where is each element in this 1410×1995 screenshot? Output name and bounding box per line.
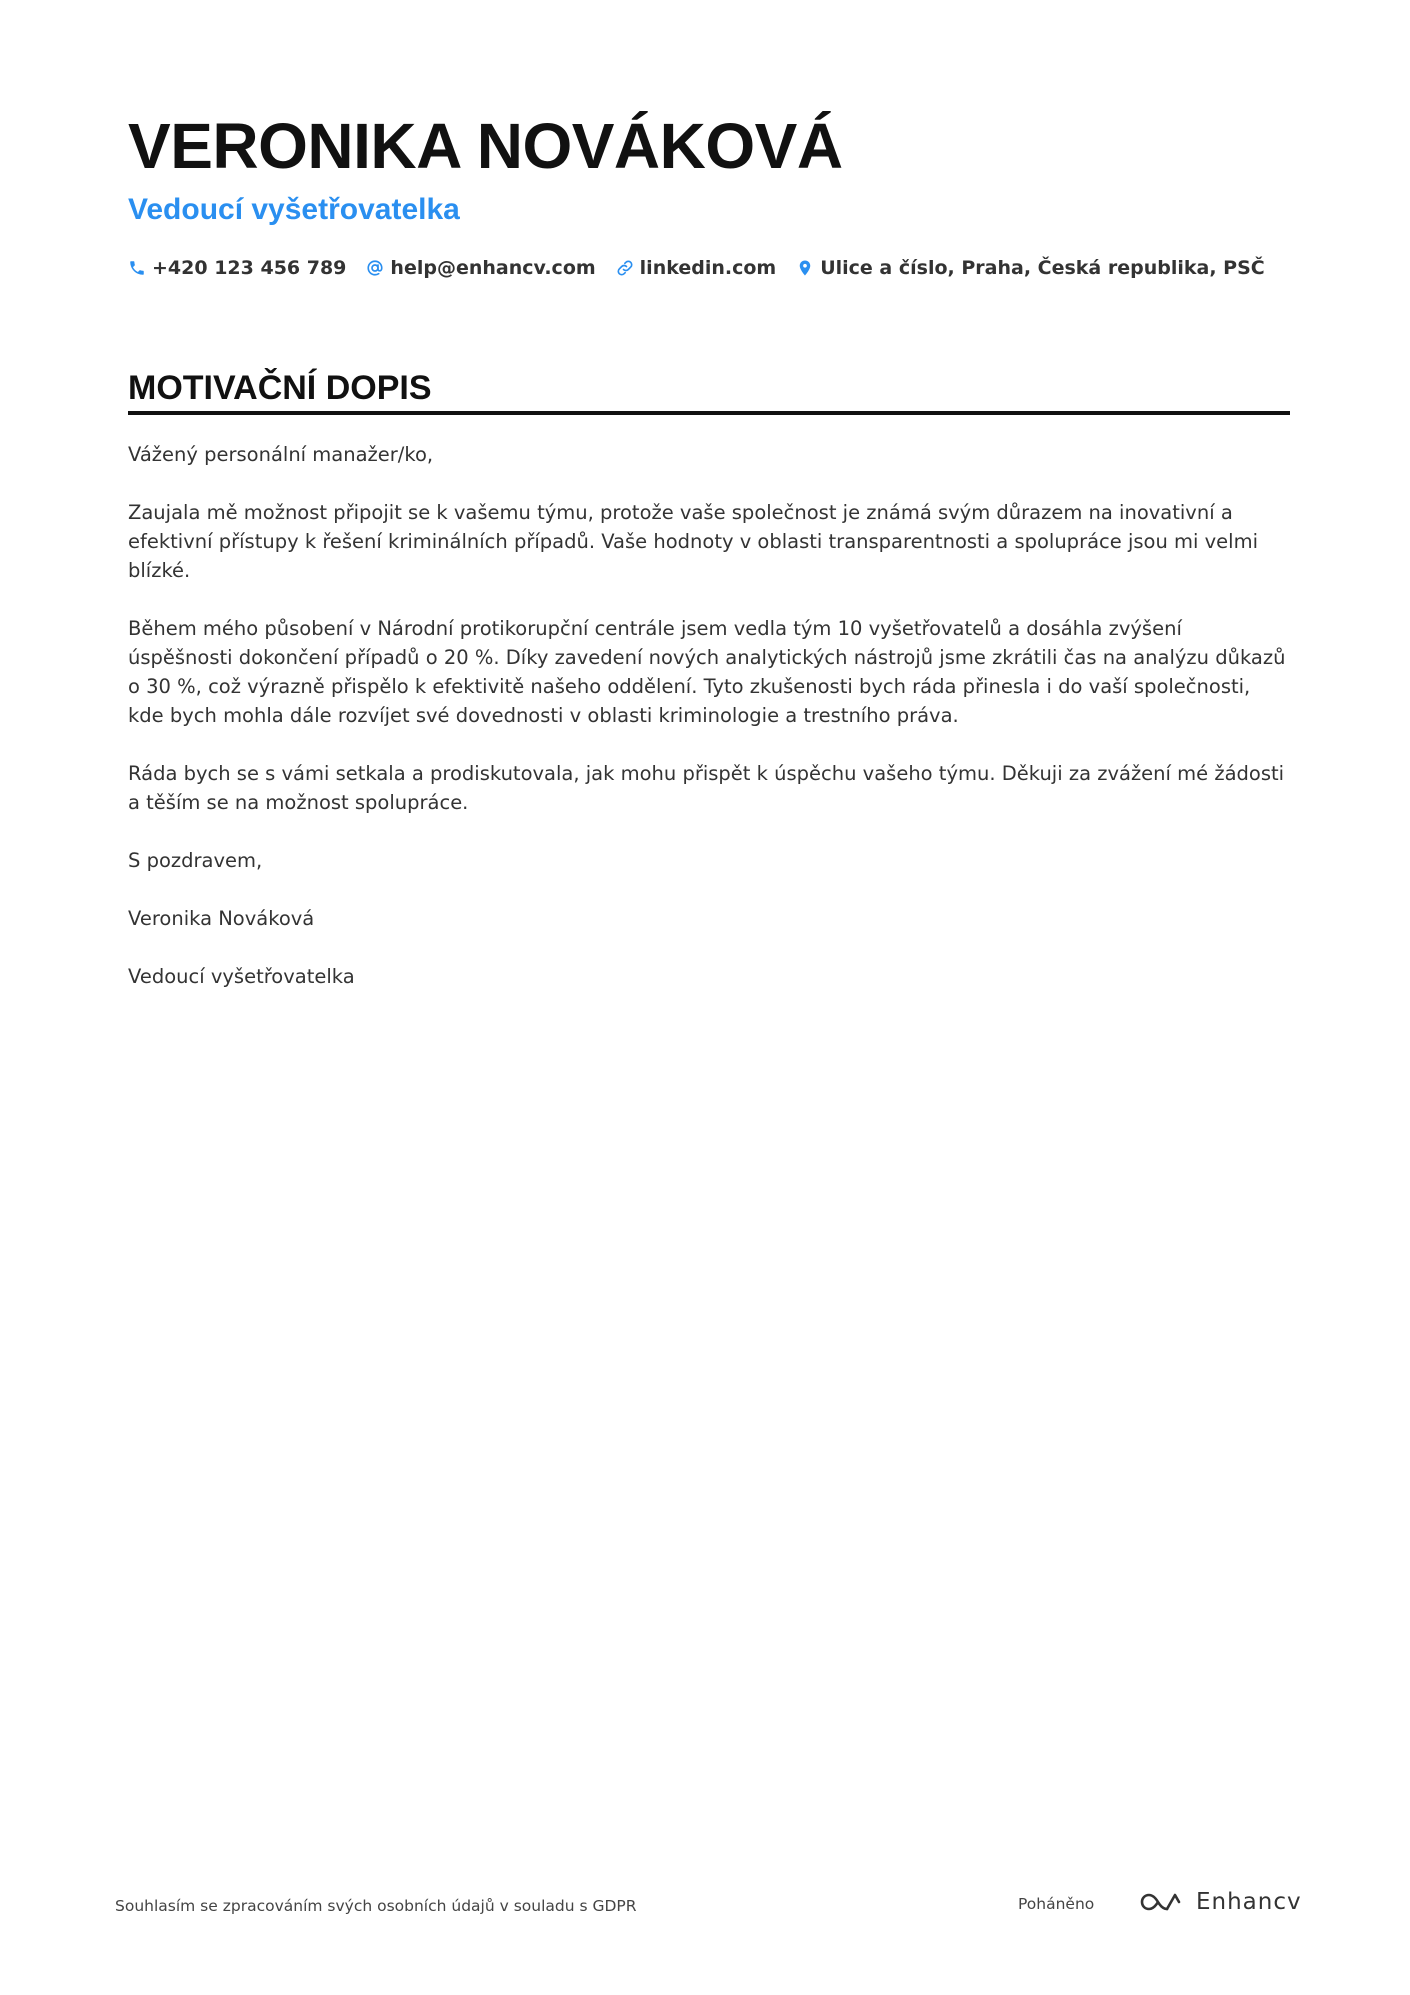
- section-divider: [128, 411, 1290, 415]
- enhancv-brand-name: Enhancv: [1196, 1889, 1302, 1915]
- contact-address: [796, 254, 1265, 282]
- contact-linkedin-text: linkedin.com: [639, 257, 777, 279]
- letter-paragraph: Zaujala mě možnost připojit se k vašemu týmu, protože vaše společnost je známá svým důrazem na inovativní a efektivní přístupy k řešení kriminálních případů. Vaše hodnoty v oblasti transparentnosti a spolupráce jsou mi velmi blízké.: [128, 501, 1258, 582]
- contact-linkedin[interactable]: [616, 254, 777, 282]
- letter-salutation: Vážený personální manažer/ko,: [128, 443, 434, 466]
- location-pin-icon: [796, 259, 814, 277]
- link-icon: [616, 259, 634, 277]
- at-icon: [366, 259, 384, 277]
- powered-by-label: Poháněno: [1018, 1895, 1095, 1913]
- enhancv-logo-icon: [1138, 1888, 1186, 1916]
- candidate-role: Vedoucí vyšetřovatelka: [128, 193, 460, 226]
- enhancv-logo[interactable]: [1138, 1888, 1302, 1916]
- signature-role: Vedoucí vyšetřovatelka: [128, 965, 355, 988]
- contact-bar: [128, 254, 1265, 282]
- contact-phone: [128, 254, 346, 282]
- letter-closing: S pozdravem,: [128, 849, 263, 872]
- contact-email-text: help@enhancv.com: [390, 257, 596, 279]
- candidate-name: VERONIKA NOVÁKOVÁ: [128, 110, 843, 182]
- letter-paragraph: Během mého působení v Národní protikorupční centrále jsem vedla tým 10 vyšetřovatelů a dosáhla zvýšení úspěšnosti dokončení případů o 20 %. Díky zavedení nových analytických nástrojů jsme zkrátili čas na analýzu důkazů o 30 %, což výrazně přispělo k efektivitě našeho oddělení. Tyto zkušenosti bych ráda přinesla i do vaší společnosti, kde bych mohla dále rozvíjet své dovednosti v oblasti kriminologie a trestního práva.: [128, 617, 1286, 727]
- contact-phone-text: +420 123 456 789: [152, 257, 347, 279]
- gdpr-consent: Souhlasím se zpracováním svých osobních údajů v souladu s GDPR: [115, 1897, 637, 1915]
- phone-icon: [128, 259, 146, 277]
- letter-paragraph: Ráda bych se s vámi setkala a prodiskutovala, jak mohu přispět k úspěchu vašeho týmu. Děkuji za zvážení mé žádosti a těším se na možnost spolupráce.: [128, 762, 1285, 814]
- section-title: MOTIVAČNÍ DOPIS: [128, 369, 432, 407]
- signature-name: Veronika Nováková: [128, 907, 315, 930]
- letter-body: [128, 440, 1290, 1020]
- contact-address-text: Ulice a číslo, Praha, Česká republika, PSČ: [820, 257, 1265, 279]
- contact-email[interactable]: [366, 254, 595, 282]
